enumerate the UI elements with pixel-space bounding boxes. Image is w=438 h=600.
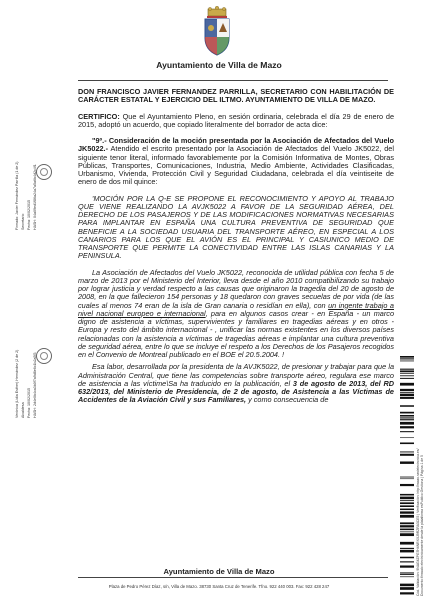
signature-line: Fecha: 10/02/2015 (27, 388, 31, 418)
paragraph-association-underlined: un ingente trabajo a nivel nacional europeo e internacional (78, 300, 394, 318)
signature-line: Verónica (Lidia Esther) Hernández (2 de 2) (15, 349, 19, 418)
footer-title: Ayuntamiento de Villa de Mazo (163, 567, 275, 576)
coat-of-arms-icon (200, 6, 234, 58)
signature-line: Firmado: Javier Fernández Parrilla (1 de 2) (15, 161, 19, 230)
signature-line: Secretario (21, 213, 25, 230)
certifico-label: CERTIFICO: (78, 111, 120, 121)
signature-line: HASH: 2d4e0b4ca3b0f7a9d8e6c1b2a5f3 (33, 352, 37, 418)
signature-block-mayor (14, 278, 44, 418)
motion-heading: "9º.- Consideración de la moción presentada por la Asociación de Afectados del Vuelo JK5022.- (78, 136, 394, 154)
paragraph-association-text-2: , para en algunos casos crear - en España - un marco digno de asistencia a víctimas, supervivientes y familiares en tragedias aéreas y en otros - Europa y resto del ámbito internacional - , unificar las normas existentes en los diversos países relacionadas con la asistencia a víctimas de tragedias aéreas e implantar una cultura preventiva de seguridad aérea, entre lo que se incluye el respeto a los Derechos de los Pasajeros recogidos en el Convenio de Montreal publicado en el BOE el 20.5.2004. ! (78, 308, 394, 359)
motion-text: Atendido el escrito presentado por la Asociación de Afectados del Vuelo JK5022, del siguiente tenor literal, informado favorablemente por la Comisión Informativa de Montes, Obras Públicas, Transportes, Comunicaciones, Industria, Medio Ambiente, Actividades Clasificadas, Urbanismo, Vivienda, Protección Civil y Seguridad Ciudadana, celebrada el día veintiseite de enero de dos mil quince: (78, 144, 394, 187)
validation-note-line: Cód. Validación: 9NAG4ZPG7H4NRXXJ9RZRA3CE5 | Verificación: http://mazo.sedelectronica.es/ (416, 448, 420, 596)
paragraph-labor-text-2: y como consecuencia de (246, 395, 329, 405)
signature-block-secretary (14, 90, 44, 230)
barcode-icon (400, 356, 414, 596)
footer-address: Plaza de Pedro Pérez Díaz, s/n, Villa de Mazo. 38730 Santa Cruz de Tenerife. Tfno. 922 440 003. Fax: 922 428 247 (108, 584, 330, 589)
validation-note-line: Documento firmado electrónicamente desde la plataforma esPublico Gestiona | Página 1 de 5 (420, 455, 424, 596)
motion-quote: 'MOCIÓN POR LA Q-E SE PROPONE EL RECONOCIMIENTO Y APOYO AL TRABAJO QUE VIENE REALIZANDO LA AVJK5022 A FAVOR DE LA SEGURIDAD AÉREA, DEL DERECHO DE LOS PASAJEROS Y DE LAS MODIFICACIONES NORMATIVAS NECESARIAS PARA IMPLANTAR EN ESPAÑA UNA CULTURA PREVENTIVA DE SEGURIDAD QUE BENEFICIE A LA SOCIEDAD USUARIA DEL TRANSPORTE AÉREO, EN ESPECIAL A LOS CANARIOS PARA LOS QUE EL AVIÓN ES EL PRINCIPAL Y CASIUNICO MEDIO DE TRANSPORTE QUE PERMITE LA CONECTIVIDAD ENTRE LAS ISLAS CANARIAS Y LA PENINSULA. (78, 193, 394, 261)
validation-note (416, 356, 428, 596)
document-body (78, 84, 394, 405)
footer-divider (78, 577, 388, 578)
header-divider (78, 80, 388, 81)
paragraph-association (78, 269, 394, 360)
paragraph-labor-text: Esa labor, desarrollada por la presidenta de la AVJK5022, de presionar y trabajar para que la Administración Central, que tiene las competencias sobre transporte aéreo, regulara ese marco de asistencia a las víctime\Sa ha traducido en la publicación, el (78, 362, 394, 388)
paragraph-association-text: La Asociación de Afectados del Vuelo JK5022, reconocida de utilidad pública con fecha 5 de marzo de 2013 por el Ministerio del Interior, lleva desde el año 2010 compatibilizando su trabajo por lograr justicia y verdad respecto a las causas que originaron la tragedia del 20 de agosto de 2008, en la que fallecieron 154 personas y 18 quedaron con graves secuelas de por vida (de las cuales al menos 74 eran de la isla de Gran canaria o residían en ella), con (78, 267, 394, 310)
certifico-paragraph (78, 113, 394, 130)
signature-line: Fecha: 10/02/2015 (27, 200, 31, 230)
motion-paragraph (78, 137, 394, 187)
certifico-text: Que el Ayuntamiento Pleno, en sesión ordinaria, celebrada el día 29 de enero de 2015, adoptó un acuerdo, que copiado literalmente del borrador de acta dice: (78, 111, 394, 129)
signature-seal-icon (36, 348, 52, 364)
paragraph-labor-bold: 3 de agosto de 2013, del RD 632/2013, del Ministerio de Presidencia, de 2 de agosto, de Asistencia a las Víctimas de Accidentes de la Aviación Civil y sus Familiares, (78, 378, 394, 405)
signature-seal-icon (36, 164, 52, 180)
paragraph-labor (78, 363, 394, 404)
signature-line: Alcaldesa (21, 402, 25, 418)
intro-paragraph: DON FRANCISCO JAVIER FERNANDEZ PARRILLA, SECRETARIO CON HABILITACIÓN DE CARÁCTER ESTATAL Y EJERCICIO DEL ILTMO. AYUNTAMIENTO DE VILLA DE MAZO. (78, 87, 394, 105)
signature-line: HASH: 04a09ed1f86a24a7a5a6b4d2c4f1 (33, 164, 37, 230)
header-title: Ayuntamiento de Villa de Mazo (156, 60, 282, 70)
